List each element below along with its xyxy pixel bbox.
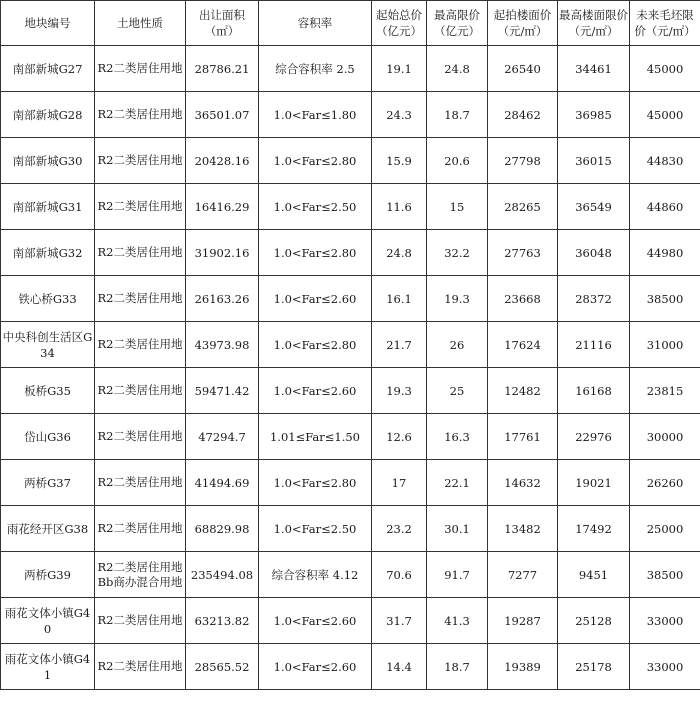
cell-plot-id: 南部新城G32 — [1, 230, 95, 276]
cell-future-price: 45000 — [630, 92, 700, 138]
cell-future-price: 44860 — [630, 184, 700, 230]
cell-plot-id: 雨花文体小镇G41 — [1, 644, 95, 690]
cell-start-total: 23.2 — [372, 506, 427, 552]
cell-land-type: R2二类居住用地 — [95, 184, 186, 230]
cell-far: 1.0<Far≤2.80 — [259, 322, 372, 368]
cell-area: 26163.26 — [186, 276, 259, 322]
cell-future-price: 33000 — [630, 644, 700, 690]
cell-start-total: 14.4 — [372, 644, 427, 690]
table-row — [1, 92, 700, 138]
cell-area: 235494.08 — [186, 552, 259, 598]
cell-area: 59471.42 — [186, 368, 259, 414]
cell-max-total: 91.7 — [427, 552, 488, 598]
cell-plot-id: 南部新城G28 — [1, 92, 95, 138]
cell-land-type: R2二类居住用地 — [95, 92, 186, 138]
table-row — [1, 414, 700, 460]
cell-land-type: R2二类居住用地 — [95, 368, 186, 414]
header-area: 出让面积（㎡） — [186, 1, 259, 46]
cell-start-total: 21.7 — [372, 322, 427, 368]
cell-start-floor-price: 17624 — [488, 322, 558, 368]
cell-start-floor-price: 13482 — [488, 506, 558, 552]
cell-start-floor-price: 19389 — [488, 644, 558, 690]
cell-area: 31902.16 — [186, 230, 259, 276]
cell-start-total: 19.3 — [372, 368, 427, 414]
table-row — [1, 138, 700, 184]
cell-far: 1.0<Far≤2.60 — [259, 644, 372, 690]
cell-max-total: 24.8 — [427, 46, 488, 92]
header-future-price: 未来毛坯限价（元/㎡） — [630, 1, 700, 46]
cell-start-total: 24.8 — [372, 230, 427, 276]
header-plot-id: 地块编号 — [1, 1, 95, 46]
cell-max-total: 41.3 — [427, 598, 488, 644]
header-start-total: 起始总价（亿元） — [372, 1, 427, 46]
cell-max-floor-price: 34461 — [558, 46, 630, 92]
cell-area: 36501.07 — [186, 92, 259, 138]
cell-start-floor-price: 26540 — [488, 46, 558, 92]
cell-land-type: R2二类居住用地 — [95, 414, 186, 460]
cell-future-price: 26260 — [630, 460, 700, 506]
cell-plot-id: 两桥G37 — [1, 460, 95, 506]
cell-far: 1.0<Far≤2.80 — [259, 230, 372, 276]
cell-start-total: 31.7 — [372, 598, 427, 644]
cell-future-price: 44830 — [630, 138, 700, 184]
cell-area: 28565.52 — [186, 644, 259, 690]
cell-plot-id: 铁心桥G33 — [1, 276, 95, 322]
header-row — [1, 1, 700, 46]
cell-area: 68829.98 — [186, 506, 259, 552]
cell-area: 20428.16 — [186, 138, 259, 184]
cell-future-price: 25000 — [630, 506, 700, 552]
cell-max-floor-price: 21116 — [558, 322, 630, 368]
header-max-total: 最高限价（亿元） — [427, 1, 488, 46]
cell-start-floor-price: 27763 — [488, 230, 558, 276]
cell-plot-id: 中央科创生活区G34 — [1, 322, 95, 368]
cell-area: 41494.69 — [186, 460, 259, 506]
cell-plot-id: 雨花经开区G38 — [1, 506, 95, 552]
cell-max-total: 20.6 — [427, 138, 488, 184]
cell-start-total: 15.9 — [372, 138, 427, 184]
cell-max-floor-price: 36549 — [558, 184, 630, 230]
cell-start-floor-price: 28462 — [488, 92, 558, 138]
header-max-floor-price: 最高楼面限价（元/㎡） — [558, 1, 630, 46]
table-row — [1, 598, 700, 644]
cell-plot-id: 岱山G36 — [1, 414, 95, 460]
cell-max-total: 30.1 — [427, 506, 488, 552]
cell-max-total: 25 — [427, 368, 488, 414]
cell-start-floor-price: 12482 — [488, 368, 558, 414]
cell-start-total: 17 — [372, 460, 427, 506]
cell-start-floor-price: 19287 — [488, 598, 558, 644]
cell-start-total: 16.1 — [372, 276, 427, 322]
cell-max-total: 22.1 — [427, 460, 488, 506]
cell-future-price: 38500 — [630, 552, 700, 598]
cell-far: 1.0<Far≤2.80 — [259, 138, 372, 184]
cell-start-floor-price: 7277 — [488, 552, 558, 598]
cell-max-floor-price: 22976 — [558, 414, 630, 460]
table-row — [1, 230, 700, 276]
cell-land-type: R2二类居住用地 — [95, 138, 186, 184]
cell-area: 28786.21 — [186, 46, 259, 92]
cell-land-type: R2二类居住用地 — [95, 460, 186, 506]
header-far: 容积率 — [259, 1, 372, 46]
cell-plot-id: 南部新城G30 — [1, 138, 95, 184]
cell-land-type: R2二类居住用地 — [95, 644, 186, 690]
cell-far: 1.0<Far≤2.50 — [259, 506, 372, 552]
cell-future-price: 38500 — [630, 276, 700, 322]
cell-max-floor-price: 16168 — [558, 368, 630, 414]
cell-max-total: 18.7 — [427, 92, 488, 138]
cell-start-total: 70.6 — [372, 552, 427, 598]
cell-start-floor-price: 14632 — [488, 460, 558, 506]
cell-land-type: R2二类居住用地 — [95, 276, 186, 322]
cell-far: 1.0<Far≤2.80 — [259, 460, 372, 506]
cell-land-type: R2二类居住用地 — [95, 598, 186, 644]
cell-start-floor-price: 27798 — [488, 138, 558, 184]
cell-max-floor-price: 36015 — [558, 138, 630, 184]
cell-max-floor-price: 36048 — [558, 230, 630, 276]
cell-far: 1.0<Far≤2.50 — [259, 184, 372, 230]
table-row — [1, 552, 700, 598]
cell-max-floor-price: 28372 — [558, 276, 630, 322]
cell-land-type: R2二类居住用地Bb商办混合用地 — [95, 552, 186, 598]
cell-start-floor-price: 17761 — [488, 414, 558, 460]
table-row — [1, 322, 700, 368]
cell-land-type: R2二类居住用地 — [95, 506, 186, 552]
cell-start-total: 24.3 — [372, 92, 427, 138]
cell-future-price: 44980 — [630, 230, 700, 276]
cell-max-total: 18.7 — [427, 644, 488, 690]
table-row — [1, 46, 700, 92]
table-row — [1, 460, 700, 506]
cell-max-floor-price: 9451 — [558, 552, 630, 598]
cell-start-floor-price: 28265 — [488, 184, 558, 230]
cell-max-floor-price: 36985 — [558, 92, 630, 138]
cell-max-floor-price: 25128 — [558, 598, 630, 644]
table-row — [1, 276, 700, 322]
cell-future-price: 33000 — [630, 598, 700, 644]
cell-far: 1.0<Far≤2.60 — [259, 276, 372, 322]
cell-future-price: 45000 — [630, 46, 700, 92]
cell-start-total: 19.1 — [372, 46, 427, 92]
cell-far: 1.0<Far≤2.60 — [259, 598, 372, 644]
cell-far: 综合容积率 4.12 — [259, 552, 372, 598]
table-row — [1, 184, 700, 230]
cell-area: 47294.7 — [186, 414, 259, 460]
cell-land-type: R2二类居住用地 — [95, 230, 186, 276]
cell-plot-id: 板桥G35 — [1, 368, 95, 414]
cell-max-total: 16.3 — [427, 414, 488, 460]
cell-area: 63213.82 — [186, 598, 259, 644]
cell-future-price: 31000 — [630, 322, 700, 368]
cell-plot-id: 两桥G39 — [1, 552, 95, 598]
cell-far: 1.0<Far≤1.80 — [259, 92, 372, 138]
cell-start-total: 11.6 — [372, 184, 427, 230]
cell-max-total: 32.2 — [427, 230, 488, 276]
header-land-type: 土地性质 — [95, 1, 186, 46]
table-row — [1, 644, 700, 690]
cell-far: 综合容积率 2.5 — [259, 46, 372, 92]
table-row — [1, 506, 700, 552]
cell-max-floor-price: 25178 — [558, 644, 630, 690]
cell-start-total: 12.6 — [372, 414, 427, 460]
cell-land-type: R2二类居住用地 — [95, 46, 186, 92]
cell-max-total: 15 — [427, 184, 488, 230]
cell-far: 1.0<Far≤2.60 — [259, 368, 372, 414]
cell-max-total: 26 — [427, 322, 488, 368]
cell-plot-id: 雨花文体小镇G40 — [1, 598, 95, 644]
cell-far: 1.01≤Far≤1.50 — [259, 414, 372, 460]
cell-plot-id: 南部新城G27 — [1, 46, 95, 92]
table-row — [1, 368, 700, 414]
cell-future-price: 23815 — [630, 368, 700, 414]
cell-area: 16416.29 — [186, 184, 259, 230]
cell-future-price: 30000 — [630, 414, 700, 460]
cell-start-floor-price: 23668 — [488, 276, 558, 322]
cell-land-type: R2二类居住用地 — [95, 322, 186, 368]
header-start-floor-price: 起拍楼面价（元/㎡） — [488, 1, 558, 46]
cell-plot-id: 南部新城G31 — [1, 184, 95, 230]
cell-max-total: 19.3 — [427, 276, 488, 322]
cell-area: 43973.98 — [186, 322, 259, 368]
cell-max-floor-price: 17492 — [558, 506, 630, 552]
cell-max-floor-price: 19021 — [558, 460, 630, 506]
